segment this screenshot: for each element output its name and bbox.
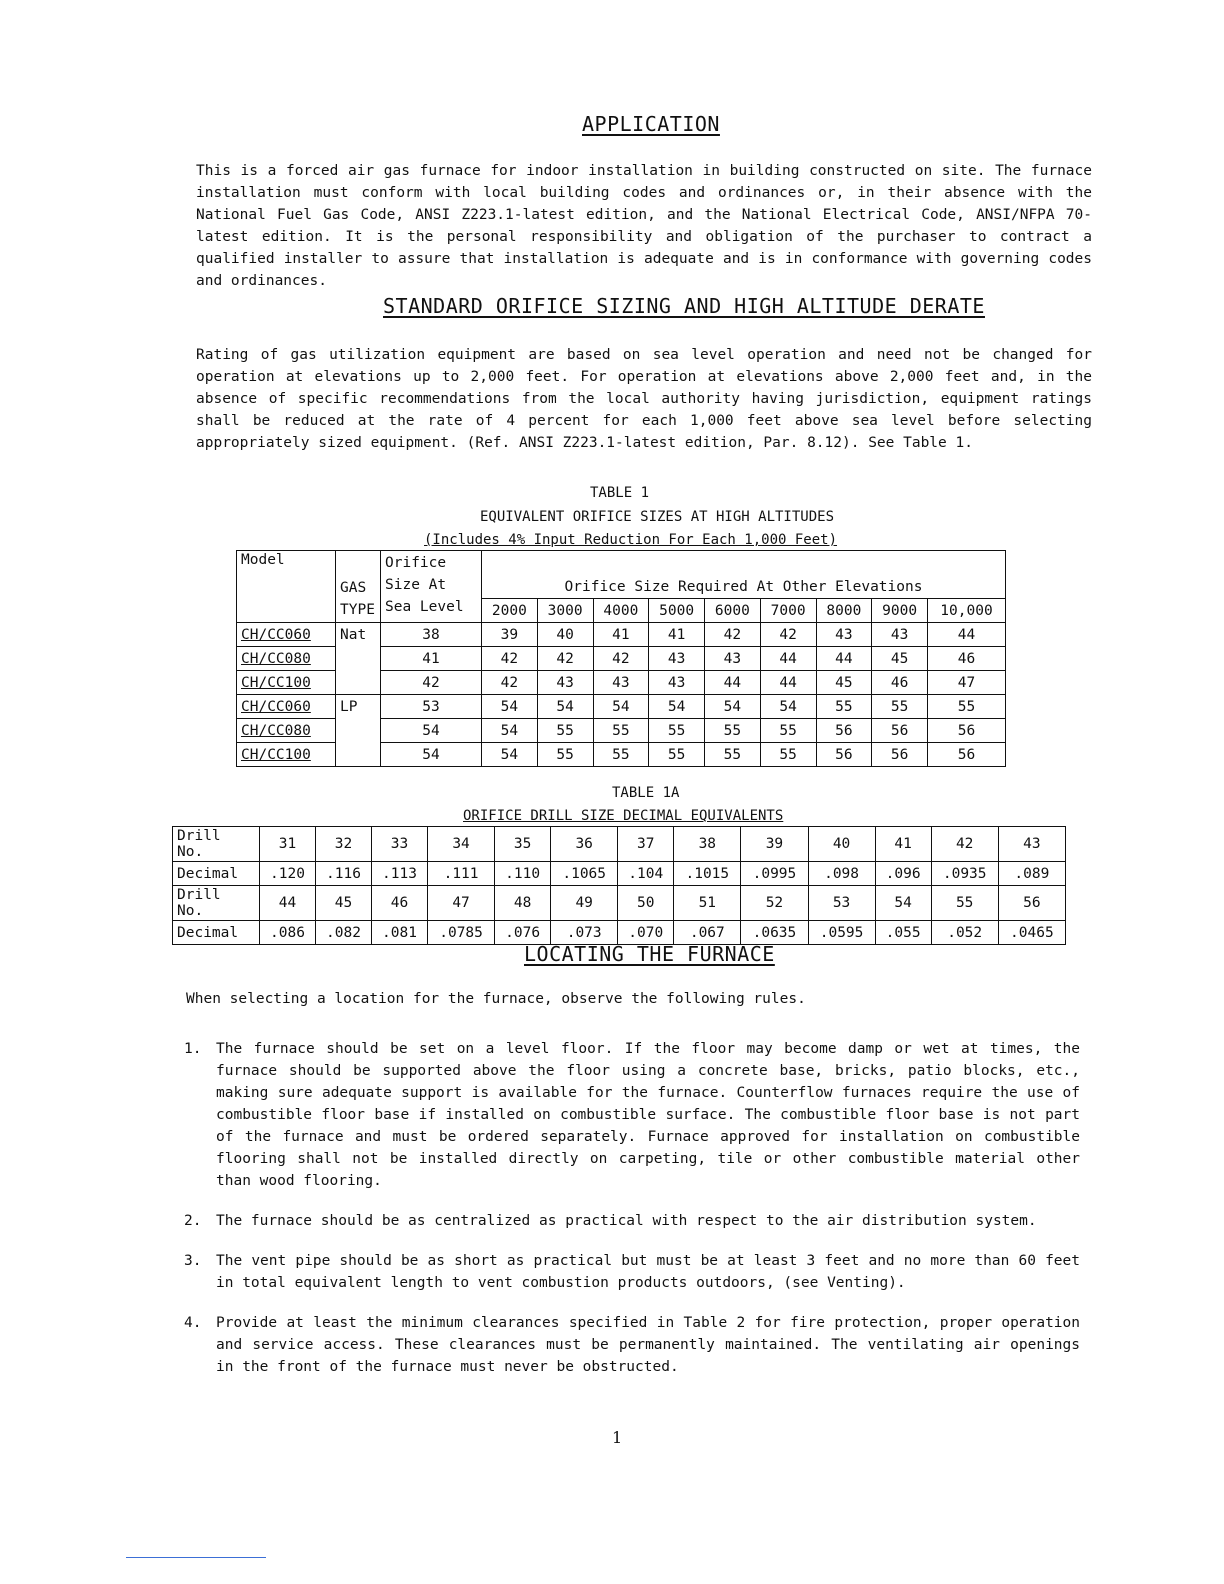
orifice-value-cell: 54 xyxy=(705,695,761,719)
orifice-value-cell: 54 xyxy=(482,719,538,743)
decimal-cell: .0595 xyxy=(808,921,875,945)
table1a-caption: TABLE 1A xyxy=(612,785,680,801)
locating-intro: When selecting a location for the furnace, observe the following rules. xyxy=(186,991,806,1007)
table-row xyxy=(237,695,1006,719)
orifice-value-cell: 55 xyxy=(593,719,649,743)
orifice-heading: STANDARD ORIFICE SIZING AND HIGH ALTITUDE DERATE xyxy=(383,294,985,318)
decimal-cell: .113 xyxy=(372,862,428,886)
decimal-cell: .086 xyxy=(260,921,316,945)
drill-number-cell: 35 xyxy=(495,827,551,862)
row-label: Decimal xyxy=(173,862,260,886)
orifice-value-cell: 56 xyxy=(928,743,1006,767)
decimal-cell: .120 xyxy=(260,862,316,886)
orifice-value-cell: 55 xyxy=(593,743,649,767)
model-cell: CH/CC100 xyxy=(237,743,336,767)
decimal-cell: .116 xyxy=(316,862,372,886)
orifice-value-cell: 55 xyxy=(760,743,816,767)
decimal-cell: .070 xyxy=(618,921,674,945)
table-row xyxy=(237,623,1006,647)
orifice-value-cell: 55 xyxy=(705,719,761,743)
drill-number-cell: 52 xyxy=(741,886,808,921)
locating-heading: LOCATING THE FURNACE xyxy=(524,942,775,966)
decimal-cell: .0635 xyxy=(741,921,808,945)
decimal-cell: .110 xyxy=(495,862,551,886)
table-row xyxy=(173,827,1066,862)
row-label: Drill No. xyxy=(173,886,260,921)
list-item-number: 4. xyxy=(184,1315,202,1331)
orifice-value-cell: 45 xyxy=(872,647,928,671)
orifice-value-cell: 42 xyxy=(760,623,816,647)
drill-number-cell: 32 xyxy=(316,827,372,862)
drill-number-cell: 39 xyxy=(741,827,808,862)
elevation-header: 9000 xyxy=(872,599,928,623)
orifice-value-cell: 40 xyxy=(537,623,593,647)
decimal-cell: .073 xyxy=(551,921,618,945)
drill-number-cell: 53 xyxy=(808,886,875,921)
orifice-value-cell: 54 xyxy=(482,695,538,719)
orifice-value-cell: 42 xyxy=(482,647,538,671)
drill-number-cell: 56 xyxy=(998,886,1065,921)
orifice-value-cell: 55 xyxy=(705,743,761,767)
decimal-cell: .0465 xyxy=(998,921,1065,945)
orifice-value-cell: 55 xyxy=(649,743,705,767)
list-item xyxy=(184,1038,1080,1192)
gas-type-cell xyxy=(336,743,381,767)
list-item-number: 1. xyxy=(184,1041,202,1057)
model-cell: CH/CC060 xyxy=(237,695,336,719)
drill-number-cell: 37 xyxy=(618,827,674,862)
elevation-header: 8000 xyxy=(816,599,872,623)
drill-number-cell: 38 xyxy=(674,827,741,862)
orifice-value-cell: 55 xyxy=(537,719,593,743)
gas-type-header: GAS TYPE xyxy=(336,551,381,623)
orifice-value-cell: 56 xyxy=(872,719,928,743)
drill-number-cell: 54 xyxy=(875,886,931,921)
decimal-cell: .111 xyxy=(428,862,495,886)
orifice-value-cell: 47 xyxy=(928,671,1006,695)
row-label: Drill No. xyxy=(173,827,260,862)
sea-level-cell: 41 xyxy=(381,647,482,671)
orifice-value-cell: 43 xyxy=(872,623,928,647)
table1-caption: TABLE 1 xyxy=(590,485,650,501)
gas-type-cell xyxy=(336,671,381,695)
elevation-header: 3000 xyxy=(537,599,593,623)
elevation-header: 2000 xyxy=(482,599,538,623)
orifice-value-cell: 54 xyxy=(593,695,649,719)
orifice-value-cell: 41 xyxy=(649,623,705,647)
sea-level-cell: 54 xyxy=(381,719,482,743)
table-row xyxy=(237,719,1006,743)
orifice-value-cell: 46 xyxy=(928,647,1006,671)
orifice-value-cell: 54 xyxy=(649,695,705,719)
table-row xyxy=(173,862,1066,886)
list-item xyxy=(184,1210,1080,1232)
drill-size-table xyxy=(172,826,1066,945)
model-header: Model xyxy=(237,551,336,623)
sea-level-cell: 54 xyxy=(381,743,482,767)
drill-number-cell: 34 xyxy=(428,827,495,862)
orifice-value-cell: 43 xyxy=(537,671,593,695)
drill-number-cell: 55 xyxy=(931,886,998,921)
gas-type-cell: LP xyxy=(336,695,381,719)
table-row xyxy=(237,647,1006,671)
list-item xyxy=(184,1312,1080,1378)
orifice-value-cell: 56 xyxy=(872,743,928,767)
orifice-value-cell: 42 xyxy=(482,671,538,695)
orifice-value-cell: 55 xyxy=(928,695,1006,719)
elevation-header: 10,000 xyxy=(928,599,1006,623)
decimal-cell: .1015 xyxy=(674,862,741,886)
decimal-cell: .089 xyxy=(998,862,1065,886)
elevation-header: 7000 xyxy=(760,599,816,623)
orifice-value-cell: 56 xyxy=(816,743,872,767)
drill-number-cell: 40 xyxy=(808,827,875,862)
orifice-value-cell: 54 xyxy=(482,743,538,767)
sea-level-cell: 42 xyxy=(381,671,482,695)
orifice-value-cell: 42 xyxy=(593,647,649,671)
decimal-cell: .0785 xyxy=(428,921,495,945)
drill-number-cell: 43 xyxy=(998,827,1065,862)
sea-level-cell: 53 xyxy=(381,695,482,719)
gas-type-cell xyxy=(336,719,381,743)
list-item-text: The furnace should be set on a level floor. If the floor may become damp or wet at times, the furnace should be supported above the floor using a concrete base, bricks, patio blocks, etc., making sure adequate support is available for the furnace. Counterflow furnaces require the use of combustible floor base if installed on combustible surface. The combustible floor base is not part of the furnace and must be ordered separately. Furnace approved for installation on combustible flooring shall not be installed directly on carpeting, tile or other combustible material other than wood flooring. xyxy=(216,1041,1080,1189)
orifice-value-cell: 43 xyxy=(649,671,705,695)
row-label: Decimal xyxy=(173,921,260,945)
elevation-header: 5000 xyxy=(649,599,705,623)
model-cell: CH/CC080 xyxy=(237,719,336,743)
orifice-value-cell: 41 xyxy=(593,623,649,647)
application-heading: APPLICATION xyxy=(582,112,720,136)
gas-type-cell: Nat xyxy=(336,623,381,647)
decimal-cell: .052 xyxy=(931,921,998,945)
orifice-value-cell: 43 xyxy=(705,647,761,671)
orifice-value-cell: 44 xyxy=(705,671,761,695)
sea-level-header: Orifice Size At Sea Level xyxy=(381,551,482,623)
page-number: 1 xyxy=(612,1428,623,1447)
orifice-value-cell: 54 xyxy=(760,695,816,719)
elevation-header: 4000 xyxy=(593,599,649,623)
footer-line xyxy=(126,1557,266,1558)
table1-subtitle: (Includes 4% Input Reduction For Each 1,000 Feet) xyxy=(424,532,838,548)
model-cell: CH/CC060 xyxy=(237,623,336,647)
gas-type-cell xyxy=(336,647,381,671)
application-paragraph: This is a forced air gas furnace for indoor installation in building constructed on site. The furnace installation must conform with local building codes and ordinances or, in their absence with the National Fuel Gas Code, ANSI Z223.1-latest edition, and the National Electrical Code, ANSI/NFPA 70-latest edition. It is the personal responsibility and obligation of the purchaser to contract a qualified installer to assure that installation is adequate and is in conformance with governing codes and ordinances. xyxy=(196,163,1092,289)
list-item xyxy=(184,1250,1080,1294)
orifice-value-cell: 42 xyxy=(705,623,761,647)
drill-number-cell: 41 xyxy=(875,827,931,862)
model-cell: CH/CC080 xyxy=(237,647,336,671)
list-item-text: Provide at least the minimum clearances specified in Table 2 for fire protection, proper operation and service access. These clearances must be permanently maintained. The ventilating air openings in the front of the furnace must never be obstructed. xyxy=(216,1315,1080,1375)
orifice-value-cell: 39 xyxy=(482,623,538,647)
table-row xyxy=(173,921,1066,945)
list-item-number: 3. xyxy=(184,1253,202,1269)
drill-number-cell: 33 xyxy=(372,827,428,862)
orifice-value-cell: 55 xyxy=(816,695,872,719)
orifice-value-cell: 44 xyxy=(760,647,816,671)
decimal-cell: .104 xyxy=(618,862,674,886)
location-rules-list xyxy=(184,1038,1080,1396)
drill-number-cell: 51 xyxy=(674,886,741,921)
orifice-value-cell: 43 xyxy=(649,647,705,671)
orifice-value-cell: 44 xyxy=(928,623,1006,647)
decimal-cell: .067 xyxy=(674,921,741,945)
decimal-cell: .081 xyxy=(372,921,428,945)
drill-number-cell: 46 xyxy=(372,886,428,921)
orifice-paragraph: Rating of gas utilization equipment are based on sea level operation and need not be changed for operation at elevations up to 2,000 feet. For operation at elevations above 2,000 feet and, in the absence of specific recommendations from the local authority having jurisdiction, equipment ratings shall be reduced at the rate of 4 percent for each 1,000 feet above sea level before selecting appropriately sized equipment. (Ref. ANSI Z223.1-latest edition, Par. 8.12). See Table 1. xyxy=(196,347,1092,451)
spacer xyxy=(482,551,1006,576)
decimal-cell: .098 xyxy=(808,862,875,886)
drill-number-cell: 48 xyxy=(495,886,551,921)
required-elevations-header: Orifice Size Required At Other Elevations xyxy=(482,575,1006,599)
equivalent-orifice-table xyxy=(236,550,1006,767)
orifice-value-cell: 55 xyxy=(760,719,816,743)
decimal-cell: .082 xyxy=(316,921,372,945)
list-item-number: 2. xyxy=(184,1213,202,1229)
drill-number-cell: 36 xyxy=(551,827,618,862)
decimal-cell: .076 xyxy=(495,921,551,945)
orifice-value-cell: 46 xyxy=(872,671,928,695)
table1a-title: ORIFICE DRILL SIZE DECIMAL EQUIVALENTS xyxy=(463,808,784,824)
list-item-text: The vent pipe should be as short as practical but must be at least 3 feet and no more than 60 feet in total equivalent length to vent combustion products outdoors, (see Venting). xyxy=(216,1253,1080,1291)
elevation-header: 6000 xyxy=(705,599,761,623)
drill-number-cell: 47 xyxy=(428,886,495,921)
drill-number-cell: 44 xyxy=(260,886,316,921)
orifice-value-cell: 43 xyxy=(593,671,649,695)
decimal-cell: .1065 xyxy=(551,862,618,886)
table-row xyxy=(173,886,1066,921)
orifice-value-cell: 54 xyxy=(537,695,593,719)
orifice-value-cell: 55 xyxy=(537,743,593,767)
orifice-value-cell: 42 xyxy=(537,647,593,671)
decimal-cell: .055 xyxy=(875,921,931,945)
decimal-cell: .096 xyxy=(875,862,931,886)
sea-level-cell: 38 xyxy=(381,623,482,647)
table-row xyxy=(237,743,1006,767)
orifice-value-cell: 55 xyxy=(649,719,705,743)
orifice-value-cell: 44 xyxy=(816,647,872,671)
table-row xyxy=(237,671,1006,695)
orifice-value-cell: 56 xyxy=(928,719,1006,743)
drill-number-cell: 42 xyxy=(931,827,998,862)
orifice-value-cell: 43 xyxy=(816,623,872,647)
decimal-cell: .0995 xyxy=(741,862,808,886)
drill-number-cell: 49 xyxy=(551,886,618,921)
drill-number-cell: 50 xyxy=(618,886,674,921)
list-item-text: The furnace should be as centralized as practical with respect to the air distribution system. xyxy=(216,1213,1037,1229)
orifice-value-cell: 45 xyxy=(816,671,872,695)
orifice-value-cell: 44 xyxy=(760,671,816,695)
orifice-value-cell: 56 xyxy=(816,719,872,743)
orifice-value-cell: 55 xyxy=(872,695,928,719)
model-cell: CH/CC100 xyxy=(237,671,336,695)
decimal-cell: .0935 xyxy=(931,862,998,886)
table1-title: EQUIVALENT ORIFICE SIZES AT HIGH ALTITUDES xyxy=(480,509,835,525)
drill-number-cell: 45 xyxy=(316,886,372,921)
drill-number-cell: 31 xyxy=(260,827,316,862)
